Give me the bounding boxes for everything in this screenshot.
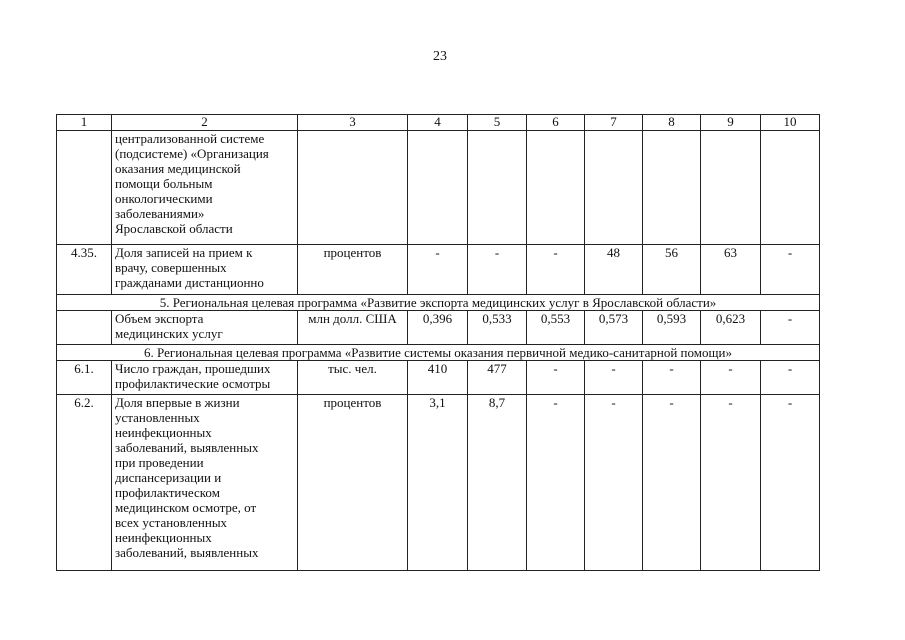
indicator-name [112, 395, 298, 571]
value-cell: - [761, 395, 820, 571]
unit-cell: процентов [298, 245, 408, 295]
indicator-line: профилактическом [115, 485, 220, 500]
indicator-name [112, 131, 298, 245]
value-cell: 0,623 [701, 311, 761, 345]
indicator-line: Ярославской области [115, 221, 233, 236]
value-cell: 0,553 [527, 311, 585, 345]
header-cell: 10 [761, 115, 820, 131]
indicator-line: Объем экспорта [115, 311, 204, 326]
section-row [57, 295, 820, 311]
unit-cell [298, 131, 408, 245]
header-cell: 1 [57, 115, 112, 131]
value-cell [408, 131, 468, 245]
value-cell: - [527, 361, 585, 395]
indicator-line: заболеваниями» [115, 206, 205, 221]
value-cell: - [761, 311, 820, 345]
indicator-line: при проведении [115, 455, 204, 470]
header-cell: 2 [112, 115, 298, 131]
value-cell: 63 [701, 245, 761, 295]
value-cell: - [761, 361, 820, 395]
indicator-line: диспансеризации и [115, 470, 222, 485]
unit-cell: млн долл. США [298, 311, 408, 345]
value-cell: 0,593 [643, 311, 701, 345]
indicator-line: централизованной системе [115, 131, 265, 146]
row-number: 6.1. [57, 361, 112, 395]
indicator-line: врачу, совершенных [115, 260, 227, 275]
value-cell: - [701, 361, 761, 395]
value-cell: - [643, 361, 701, 395]
indicator-line: онкологическими [115, 191, 213, 206]
indicator-line: Число граждан, прошедших [115, 361, 271, 376]
value-cell [761, 131, 820, 245]
value-cell: - [585, 395, 643, 571]
value-cell [701, 131, 761, 245]
unit-cell: процентов [298, 395, 408, 571]
indicator-line: гражданами дистанционно [115, 275, 264, 290]
page-number: 23 [433, 49, 447, 64]
indicators-table [56, 114, 820, 571]
value-cell: - [701, 395, 761, 571]
row-number [57, 131, 112, 245]
table-row [57, 311, 820, 345]
value-cell [468, 131, 527, 245]
header-cell: 5 [468, 115, 527, 131]
value-cell: - [527, 395, 585, 571]
table-row [57, 395, 820, 571]
table-row [57, 245, 820, 295]
section-row [57, 345, 820, 361]
value-cell: 477 [468, 361, 527, 395]
indicator-line: неинфекционных [115, 425, 212, 440]
indicator-line: всех установленных [115, 515, 228, 530]
indicator-name [112, 245, 298, 295]
header-cell: 7 [585, 115, 643, 131]
value-cell: 8,7 [468, 395, 527, 571]
value-cell: 0,396 [408, 311, 468, 345]
value-cell: - [408, 245, 468, 295]
row-number: 6.2. [57, 395, 112, 571]
value-cell [585, 131, 643, 245]
value-cell: 48 [585, 245, 643, 295]
indicator-line: заболеваний, выявленных [115, 545, 259, 560]
value-cell: 3,1 [408, 395, 468, 571]
section-title: 6. Региональная целевая программа «Развитие системы оказания первичной медико-санитарной помощи» [57, 345, 820, 361]
value-cell [527, 131, 585, 245]
table-row [57, 131, 820, 245]
value-cell: - [643, 395, 701, 571]
unit-cell: тыс. чел. [298, 361, 408, 395]
header-cell: 9 [701, 115, 761, 131]
header-cell: 8 [643, 115, 701, 131]
table-header-row [57, 115, 820, 131]
indicator-line: медицинском осмотре, от [115, 500, 257, 515]
value-cell [643, 131, 701, 245]
indicator-line: Доля впервые в жизни [115, 395, 240, 410]
indicator-line: установленных [115, 410, 200, 425]
indicator-line: Доля записей на прием к [115, 245, 253, 260]
table-row [57, 361, 820, 395]
header-cell: 6 [527, 115, 585, 131]
value-cell: - [527, 245, 585, 295]
section-title: 5. Региональная целевая программа «Развитие экспорта медицинских услуг в Ярославской области» [57, 295, 820, 311]
value-cell: 0,533 [468, 311, 527, 345]
indicator-line: оказания медицинской [115, 161, 241, 176]
header-cell: 3 [298, 115, 408, 131]
indicator-line: помощи больным [115, 176, 213, 191]
value-cell: 56 [643, 245, 701, 295]
row-number: 4.35. [57, 245, 112, 295]
header-cell: 4 [408, 115, 468, 131]
indicator-name [112, 361, 298, 395]
value-cell: 0,573 [585, 311, 643, 345]
indicator-line: (подсистеме) «Организация [115, 146, 269, 161]
indicator-line: профилактические осмотры [115, 376, 271, 391]
indicator-name [112, 311, 298, 345]
value-cell: 410 [408, 361, 468, 395]
row-number [57, 311, 112, 345]
value-cell: - [468, 245, 527, 295]
value-cell: - [585, 361, 643, 395]
indicator-line: неинфекционных [115, 530, 212, 545]
indicator-line: заболеваний, выявленных [115, 440, 259, 455]
indicator-line: медицинских услуг [115, 326, 223, 341]
value-cell: - [761, 245, 820, 295]
